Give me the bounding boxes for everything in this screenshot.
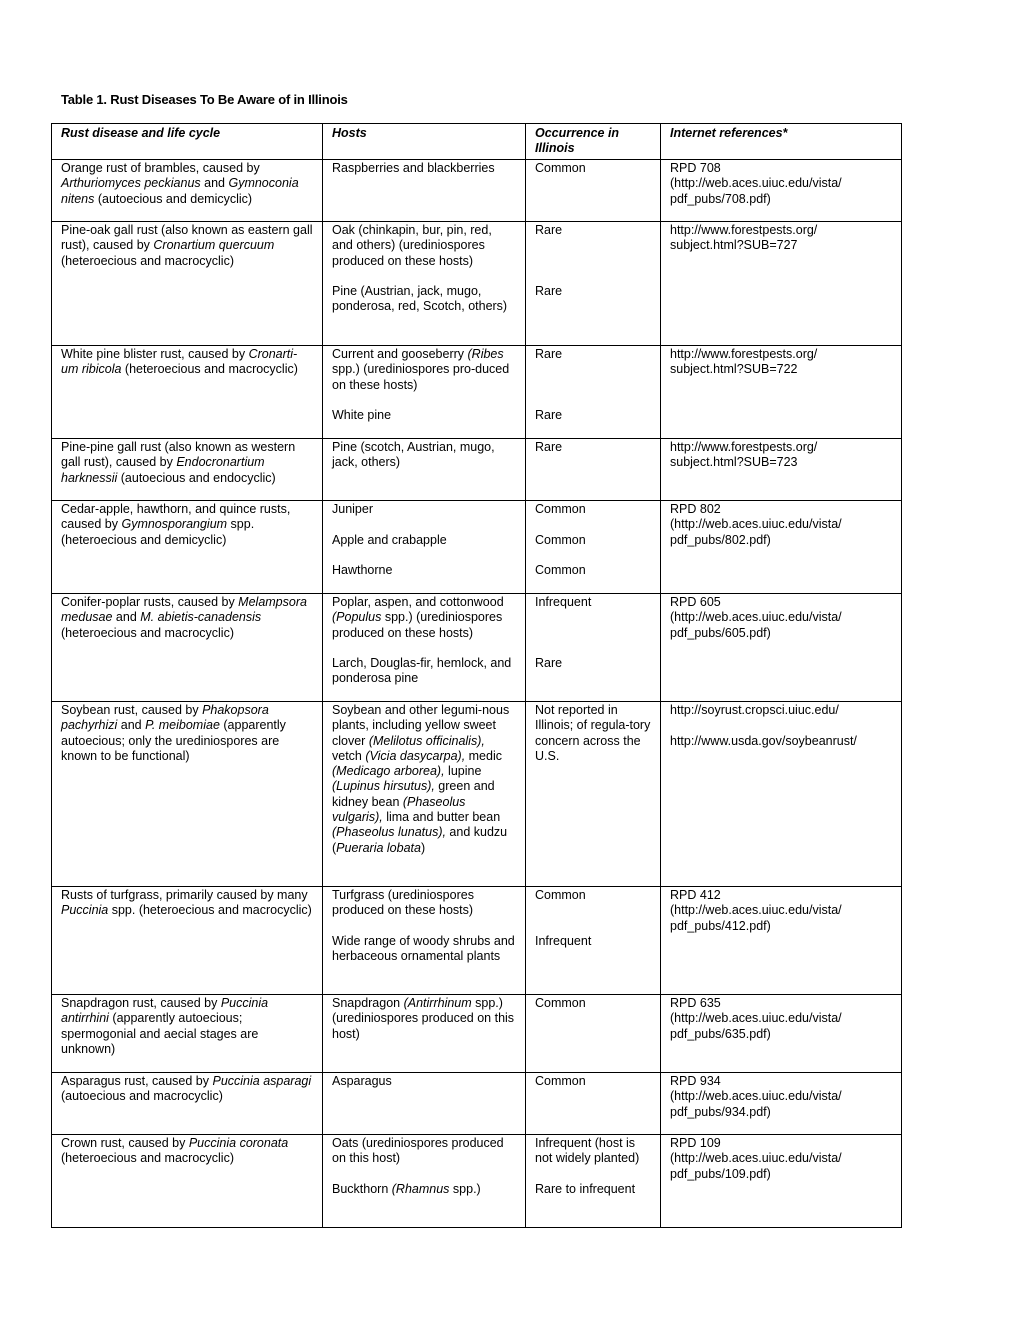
reference-id: RPD 635	[670, 996, 721, 1010]
header-hosts: Hosts	[323, 124, 526, 160]
text-run: and	[112, 610, 141, 625]
table-row	[52, 995, 902, 1073]
italic-text: Puccinia	[61, 903, 109, 918]
text-run: spp.) (urediniospores produced on this host)	[332, 996, 515, 1041]
italic-text: Puccinia coronata	[188, 1136, 289, 1150]
text-run: Pine (Austrian, jack, mugo, ponderosa, red, Scotch, others)	[332, 284, 508, 314]
text-run: Hawthorne	[332, 563, 393, 578]
disease-cell	[52, 501, 323, 594]
text-run: spp. (heteroecious and demicyclic)	[61, 517, 255, 547]
host-paragraph	[332, 1074, 516, 1089]
disease-cell	[52, 995, 323, 1073]
text-run: Crown rust, caused by	[61, 1136, 189, 1150]
reference-url: (http://web.aces.uiuc.edu/vista/	[670, 1089, 842, 1104]
reference-url: subject.html?SUB=723	[670, 455, 798, 470]
text-run: Orange rust of brambles, caused by	[61, 161, 260, 175]
paragraph-gap	[332, 641, 516, 656]
italic-text: Melampsora medusae	[61, 595, 307, 625]
occurrence-cell	[526, 995, 661, 1073]
italic-text: (Populus	[332, 610, 382, 625]
italic-text: M. abietis-canadensis	[140, 610, 262, 625]
reference-id: RPD 708	[670, 161, 721, 175]
italic-text: Puccinia antirrhini	[61, 996, 269, 1026]
occurrence-spacer	[535, 238, 651, 284]
occurrence-spacer	[535, 517, 651, 532]
table-row	[52, 1073, 902, 1135]
italic-text: (Phaseolus vulgaris),	[332, 794, 466, 825]
text-run: and	[200, 176, 229, 191]
paragraph-gap	[670, 718, 892, 733]
reference-url: pdf_pubs/109.pdf)	[670, 1166, 771, 1181]
references-cell	[661, 222, 902, 346]
reference-url: pdf_pubs/934.pdf)	[670, 1104, 771, 1119]
reference-id: RPD 412	[670, 888, 721, 902]
italic-text: Cronartium quercuum	[153, 238, 275, 253]
occurrence-text: Rare	[535, 284, 563, 299]
table-row	[52, 222, 902, 346]
occurrence-text: Infrequent	[535, 933, 592, 948]
reference-url: subject.html?SUB=722	[670, 362, 798, 377]
occurrence-spacer	[535, 548, 651, 563]
italic-text: Cronarti-um ribicola	[61, 347, 298, 377]
reference-url: http://soyrust.cropsci.uiuc.edu/	[670, 703, 839, 717]
host-paragraph	[332, 563, 516, 578]
reference-url: subject.html?SUB=727	[670, 238, 798, 253]
header-occurrence: Occurrence in Illinois	[526, 124, 661, 160]
text-run: Pine (scotch, Austrian, mugo, jack, others)	[332, 440, 495, 470]
italic-text: P. meibomiae	[145, 718, 220, 733]
hosts-cell	[323, 995, 526, 1073]
hosts-cell	[323, 222, 526, 346]
header-references: Internet references*	[661, 124, 902, 160]
references-cell	[661, 346, 902, 439]
text-run: Oats (urediniospores produced on this host)	[332, 1136, 504, 1166]
host-paragraph	[332, 1136, 516, 1167]
host-paragraph	[332, 347, 516, 393]
italic-text: Pueraria lobata	[336, 840, 421, 855]
reference-id: RPD 802	[670, 502, 721, 516]
reference-url: http://www.usda.gov/soybeanrust/	[670, 733, 857, 748]
table-row	[52, 702, 902, 887]
table-row	[52, 160, 902, 222]
hosts-cell	[323, 594, 526, 702]
text-run: spp. (heteroecious and macrocyclic)	[108, 903, 312, 918]
references-cell	[661, 501, 902, 594]
text-run: Pine-oak gall rust (also known as eastern gall rust), caused by	[61, 223, 313, 253]
host-paragraph	[332, 223, 516, 269]
table-row	[52, 346, 902, 439]
paragraph-gap	[332, 517, 516, 532]
text-run: Conifer-poplar rusts, caused by	[61, 595, 239, 609]
text-run: spp.) (urediniospores pro-duced on these hosts)	[332, 362, 510, 392]
paragraph-gap	[332, 393, 516, 408]
occurrence-text: Rare	[535, 656, 563, 671]
text-run: Poplar, aspen, and cottonwood	[332, 595, 504, 609]
text-run: Asparagus rust, caused by	[61, 1074, 213, 1088]
text-run: (autoecious and demicyclic)	[94, 191, 253, 206]
occurrence-cell	[526, 1073, 661, 1135]
occurrence-spacer	[535, 1167, 651, 1182]
reference-url: (http://web.aces.uiuc.edu/vista/	[670, 176, 842, 191]
hosts-cell	[323, 702, 526, 887]
occurrence-cell	[526, 594, 661, 702]
text-run: )	[420, 840, 426, 855]
italic-text: Gymnoconia nitens	[61, 176, 299, 206]
table-title: Table 1. Rust Diseases To Be Aware of in Illinois	[61, 92, 348, 107]
occurrence-spacer	[535, 362, 651, 408]
occurrence-cell	[526, 702, 661, 887]
host-paragraph	[332, 934, 516, 965]
table-row	[52, 439, 902, 501]
host-paragraph	[332, 161, 516, 176]
text-run: Juniper	[332, 502, 373, 516]
header-row	[52, 124, 902, 160]
text-run: Turfgrass (urediniospores produced on these hosts)	[332, 888, 474, 918]
reference-id: RPD 605	[670, 595, 721, 609]
text-run: White pine blister rust, caused by	[61, 347, 249, 361]
hosts-cell	[323, 439, 526, 501]
italic-text: Puccinia asparagi	[212, 1074, 312, 1088]
occurrence-text: Common	[535, 1074, 586, 1088]
disease-cell	[52, 346, 323, 439]
table-row	[52, 1135, 902, 1228]
paragraph-gap	[332, 919, 516, 934]
occurrence-cell	[526, 439, 661, 501]
references-cell	[661, 160, 902, 222]
text-run: (heteroecious and macrocyclic)	[61, 253, 234, 268]
host-paragraph	[332, 284, 516, 315]
occurrence-text: Common	[535, 161, 586, 175]
references-cell	[661, 1073, 902, 1135]
occurrence-text: Infrequent	[535, 595, 592, 609]
host-paragraph	[332, 888, 516, 919]
text-run: Current and gooseberry	[332, 347, 468, 361]
text-run: (heteroecious and macrocyclic)	[61, 1151, 234, 1166]
text-run: Snapdragon rust, caused by	[61, 996, 221, 1010]
italic-text: Endocronartium harknessii	[61, 455, 265, 485]
text-run: (autoecious and macrocyclic)	[61, 1089, 223, 1104]
table-row	[52, 501, 902, 594]
text-run: (apparently autoecious; spermogonial and aecial stages are unknown)	[61, 1011, 259, 1056]
host-paragraph	[332, 502, 516, 517]
host-paragraph	[332, 408, 516, 423]
occurrence-text: Common	[535, 888, 586, 902]
text-run: Larch, Douglas-fir, hemlock, and ponderosa pine	[332, 656, 512, 686]
italic-text: (Rhamnus	[391, 1181, 450, 1196]
paragraph-gap	[332, 269, 516, 284]
references-cell	[661, 702, 902, 887]
occurrence-cell	[526, 501, 661, 594]
host-paragraph	[332, 996, 516, 1042]
disease-cell	[52, 887, 323, 995]
text-run: Cedar-apple, hawthorn, and quince rusts, caused by	[61, 502, 291, 532]
reference-url: pdf_pubs/605.pdf)	[670, 625, 771, 640]
text-run: Oak (chinkapin, bur, pin, red, and others) (urediniospores produced on these hosts)	[332, 223, 492, 268]
occurrence-spacer	[535, 610, 651, 656]
references-cell	[661, 887, 902, 995]
disease-cell	[52, 1073, 323, 1135]
reference-url: (http://web.aces.uiuc.edu/vista/	[670, 903, 842, 918]
text-run: lima and butter bean	[382, 810, 501, 825]
text-run: (heteroecious and macrocyclic)	[61, 625, 234, 640]
disease-cell	[52, 594, 323, 702]
text-run: Wide range of woody shrubs and herbaceous ornamental plants	[332, 933, 515, 964]
occurrence-text: Rare to infrequent	[535, 1181, 636, 1196]
disease-cell	[52, 222, 323, 346]
text-run: Snapdragon	[332, 996, 404, 1010]
occurrence-text: Not reported in Illinois; of regula-tory concern across the U.S.	[535, 703, 651, 763]
disease-cell	[52, 439, 323, 501]
text-run: and kudzu (	[332, 825, 508, 855]
italic-text: (Medicago arborea),	[332, 764, 445, 779]
occurrence-cell	[526, 346, 661, 439]
reference-url: http://www.forestpests.org/	[670, 440, 818, 454]
disease-cell	[52, 1135, 323, 1228]
references-cell	[661, 995, 902, 1073]
host-paragraph	[332, 533, 516, 548]
text-run: Apple and crabapple	[332, 532, 447, 547]
host-paragraph	[332, 703, 516, 856]
occurrence-text: Rare	[535, 223, 563, 237]
reference-url: (http://web.aces.uiuc.edu/vista/	[670, 517, 842, 532]
occurrence-text: Infrequent (host is not widely planted)	[535, 1136, 640, 1166]
paragraph-gap	[332, 548, 516, 563]
reference-id: RPD 934	[670, 1074, 721, 1088]
hosts-cell	[323, 1073, 526, 1135]
host-paragraph	[332, 440, 516, 471]
text-run: Soybean rust, caused by	[61, 703, 203, 717]
text-run: medic	[465, 748, 502, 763]
italic-text: (Antirrhinum	[403, 996, 472, 1010]
table-row	[52, 887, 902, 995]
text-run: (autoecious and endocyclic)	[117, 470, 276, 485]
occurrence-text: Rare	[535, 408, 563, 423]
occurrence-text: Rare	[535, 440, 563, 454]
reference-url: pdf_pubs/802.pdf)	[670, 532, 771, 547]
text-run: spp.)	[449, 1181, 481, 1196]
text-run: White pine	[332, 408, 392, 423]
text-run: lupine	[444, 764, 482, 779]
reference-url: pdf_pubs/708.pdf)	[670, 191, 771, 206]
occurrence-cell	[526, 887, 661, 995]
reference-url: http://www.forestpests.org/	[670, 223, 818, 237]
header-disease: Rust disease and life cycle	[52, 124, 323, 160]
italic-text: (Ribes	[467, 347, 504, 361]
hosts-cell	[323, 501, 526, 594]
italic-text: Phakopsora pachyrhizi	[61, 703, 269, 733]
italic-text: (Phaseolus lunatus),	[332, 825, 446, 840]
text-run: vetch	[332, 748, 366, 763]
italic-text: (Lupinus hirsutus),	[332, 779, 435, 794]
paragraph-gap	[332, 1167, 516, 1182]
italic-text: (Vicia dasycarpa),	[365, 748, 466, 763]
occurrence-text: Rare	[535, 347, 563, 361]
occurrence-spacer	[535, 903, 651, 934]
reference-url: (http://web.aces.uiuc.edu/vista/	[670, 1151, 842, 1166]
reference-url: pdf_pubs/412.pdf)	[670, 918, 771, 933]
rust-diseases-table	[51, 123, 902, 1228]
host-paragraph	[332, 1182, 516, 1197]
occurrence-text: Common	[535, 996, 586, 1010]
text-run: (apparently autoecious; only the urediniospores are known to be functional)	[61, 718, 286, 763]
text-run: and	[117, 718, 146, 733]
host-paragraph	[332, 656, 516, 687]
disease-cell	[52, 702, 323, 887]
table-row	[52, 594, 902, 702]
disease-cell	[52, 160, 323, 222]
occurrence-text: Common	[535, 502, 586, 516]
text-run: Soybean and other legumi-nous plants, including yellow sweet clover	[332, 703, 510, 748]
occurrence-cell	[526, 160, 661, 222]
text-run: (heteroecious and macrocyclic)	[121, 362, 298, 377]
text-run: Raspberries and blackberries	[332, 161, 495, 175]
reference-id: RPD 109	[670, 1136, 721, 1150]
hosts-cell	[323, 160, 526, 222]
hosts-cell	[323, 887, 526, 995]
occurrence-text: Common	[535, 532, 586, 547]
italic-text: Gymnosporangium	[121, 517, 228, 532]
text-run: Buckthorn	[332, 1181, 392, 1196]
references-cell	[661, 594, 902, 702]
italic-text: (Melilotus officinalis),	[368, 733, 485, 748]
text-run: Rusts of turfgrass, primarily caused by many	[61, 888, 308, 902]
text-run: spp.) (urediniospores produced on these hosts)	[332, 610, 503, 640]
text-run: Asparagus	[332, 1074, 392, 1088]
text-run: green and kidney bean	[332, 779, 495, 809]
occurrence-cell	[526, 1135, 661, 1228]
reference-url: (http://web.aces.uiuc.edu/vista/	[670, 610, 842, 625]
text-run: Pine-pine gall rust (also known as western gall rust), caused by	[61, 440, 296, 470]
reference-url: pdf_pubs/635.pdf)	[670, 1026, 771, 1041]
hosts-cell	[323, 346, 526, 439]
reference-url: (http://web.aces.uiuc.edu/vista/	[670, 1011, 842, 1026]
references-cell	[661, 1135, 902, 1228]
italic-text: Arthuriomyces peckianus	[61, 176, 201, 191]
occurrence-cell	[526, 222, 661, 346]
host-paragraph	[332, 595, 516, 641]
reference-url: http://www.forestpests.org/	[670, 347, 818, 361]
occurrence-text: Common	[535, 563, 586, 578]
references-cell	[661, 439, 902, 501]
hosts-cell	[323, 1135, 526, 1228]
